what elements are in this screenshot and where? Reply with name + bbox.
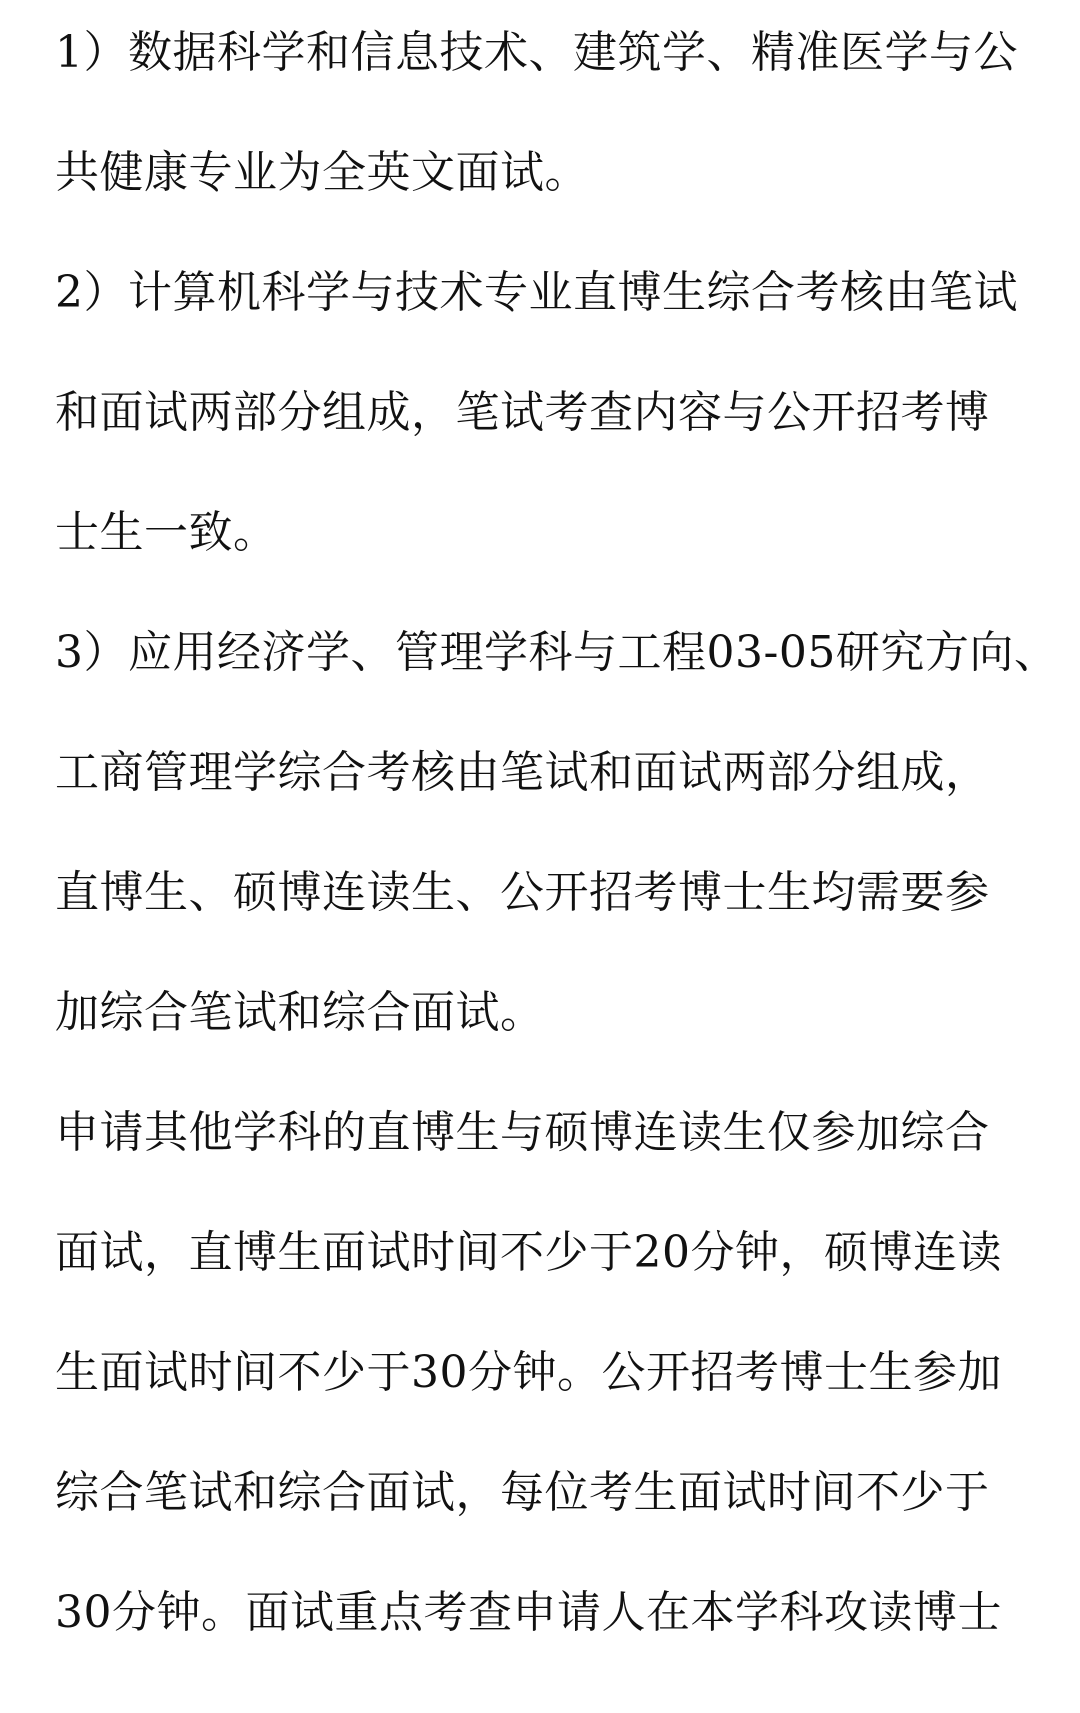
text-line-9: 加综合笔试和综合面试。 bbox=[55, 987, 545, 1038]
document-body bbox=[55, 8, 1059, 1688]
text-line-8: 直博生、硕博连读生、公开招考博士生均需要参 bbox=[55, 867, 990, 918]
text-line-4: 和面试两部分组成，笔试考查内容与公开招考博 bbox=[55, 387, 990, 438]
text-line-10: 申请其他学科的直博生与硕博连读生仅参加综合 bbox=[55, 1107, 990, 1158]
text-line-13: 综合笔试和综合面试，每位考生面试时间不少于 bbox=[55, 1467, 990, 1518]
text-line-6: 3）应用经济学、管理学科与工程03-05研究方向、 bbox=[55, 627, 1059, 678]
text-line-2: 共健康专业为全英文面试。 bbox=[55, 147, 589, 198]
text-line-14: 30分钟。面试重点考查申请人在本学科攻读博士 bbox=[55, 1587, 1002, 1638]
text-line-5: 士生一致。 bbox=[55, 507, 278, 558]
text-line-7: 工商管理学综合考核由笔试和面试两部分组成， bbox=[55, 747, 990, 798]
text-line-12: 生面试时间不少于30分钟。公开招考博士生参加 bbox=[55, 1347, 1002, 1398]
text-line-1: 1）数据科学和信息技术、建筑学、精准医学与公 bbox=[55, 27, 1018, 78]
text-line-3: 2）计算机科学与技术专业直博生综合考核由笔试 bbox=[55, 267, 1018, 318]
text-line-11: 面试，直博生面试时间不少于20分钟，硕博连读 bbox=[55, 1227, 1002, 1278]
